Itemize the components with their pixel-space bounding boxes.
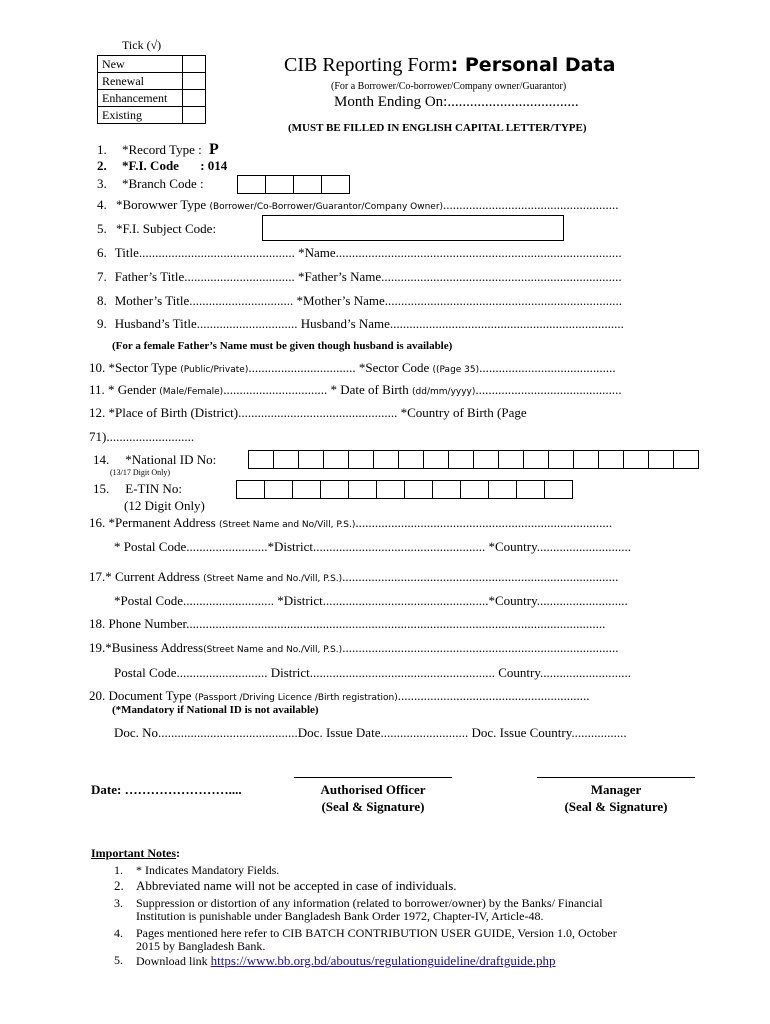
birthplace-row-cont: 71)........................... <box>89 429 195 444</box>
sector-row: 10. *Sector Type (Public/Private)................................. *Sector Code ((Page 35).......................................... <box>89 360 616 375</box>
branch-code-row <box>97 176 204 192</box>
note-3: 3. Suppression or distortion of any information (related to borrower/owner) by the Banks/ Financial <box>114 896 603 910</box>
form-subtitle: (For a Borrower/Co-borrower/Company owner/Guarantor) <box>331 81 567 92</box>
record-type-row <box>97 141 219 159</box>
officer-sub: (Seal & Signature) <box>321 799 425 814</box>
nid-hint: (13/17 Digit Only) <box>110 468 170 477</box>
manager-signature-line <box>537 777 695 778</box>
current-postal-row: *Postal Code............................ *District...................................................*Country............................ <box>114 593 628 608</box>
tick-box-existing[interactable] <box>183 107 206 124</box>
tick-box-enhancement[interactable] <box>183 90 206 107</box>
document-mandatory-note: (*Mandatory if National ID is not available) <box>112 704 319 716</box>
tick-title: Tick (√) <box>122 38 162 52</box>
borrower-type-num: 4. <box>97 197 107 212</box>
download-link[interactable]: https://www.bb.org.bd/aboutus/regulationguideline/draftguide.php <box>210 953 556 968</box>
husband-row: 9. Husband’s Title............................... Husband’s Name........................................................................ <box>97 316 624 331</box>
fi-code-label: *F.I. Code <box>122 158 179 173</box>
record-type-label: *Record Type : <box>122 142 202 157</box>
mother-row: 8. Mother’s Title................................ *Mother’s Name......................................................................... <box>97 293 622 308</box>
form-title-bold: : Personal Data <box>450 54 616 76</box>
gender-row: 11. * Gender (Male/Female)................................ * Date of Birth (dd/mm/yyyy)............................................. <box>89 382 622 397</box>
borrower-type-hint: (Borrower/Co-Borrower/Guarantor/Company Owner) <box>209 202 444 212</box>
nid-row: 14. *National ID No: <box>93 452 217 467</box>
month-ending: Month Ending On:................................... <box>334 94 579 110</box>
branch-code-num: 3. <box>97 176 107 191</box>
borrower-type-row <box>97 197 619 213</box>
subject-code-label: *F.I. Subject Code: <box>116 221 217 236</box>
note-2: 2. Abbreviated name will not be accepted in case of individuals. <box>114 878 457 893</box>
etin-row: 15. E-TIN No: <box>93 481 182 496</box>
etin-hint: (12 Digit Only) <box>124 498 205 513</box>
subject-code-num: 5. <box>97 221 107 236</box>
fi-code-value: : 014 <box>200 158 228 173</box>
subject-code-row <box>97 221 216 237</box>
document-number-row: Doc. No...........................................Doc. Issue Date........................... Doc. Issue Country................. <box>114 725 627 740</box>
note-5: 5. Download link https://www.bb.org.bd/aboutus/regulationguideline/draftguide.php <box>114 953 556 968</box>
birthplace-row: 12. *Place of Birth (District)................................................. *Country of Birth (Page <box>89 405 527 420</box>
tick-label-new: New <box>98 56 183 73</box>
record-type-num: 1. <box>97 142 107 157</box>
fi-code-num: 2. <box>97 158 107 173</box>
notes-title: Important Notes: <box>91 846 180 860</box>
form-title <box>284 54 615 77</box>
date-label: Date: …………………….... <box>91 782 242 797</box>
tick-label-existing: Existing <box>98 107 183 124</box>
subject-code-box[interactable] <box>262 215 564 241</box>
permanent-postal-row: * Postal Code.........................*District..................................................... *Country............................. <box>114 539 631 554</box>
record-type-value: P <box>208 141 219 158</box>
note-4: 4. Pages mentioned here refer to CIB BATCH CONTRIBUTION USER GUIDE, Version 1.0, October <box>114 926 617 940</box>
borrower-type-label: *Borowwer Type <box>116 197 207 212</box>
tick-label-enhancement: Enhancement <box>98 90 183 107</box>
tick-box-new[interactable] <box>183 56 206 73</box>
name-row: 6. Title................................................ *Name........................................................................................ <box>97 245 622 260</box>
document-type-row: 20. Document Type (Passport /Driving Licence /Birth registration)........................................................... <box>89 688 590 703</box>
etin-boxes[interactable] <box>237 480 573 499</box>
business-address-row: 19.*Business Address(Street Name and No./Vill, P.S.)..................................................................................... <box>89 640 619 655</box>
manager-title: Manager <box>590 782 642 797</box>
form-title-regular: CIB Reporting Form <box>284 54 451 76</box>
application-type-table <box>97 55 206 124</box>
note-3-cont: Institution is punishable under Bangladesh Bank Order 1972, Chapter-IV, Article-48. <box>136 909 544 923</box>
manager-sub: (Seal & Signature) <box>564 799 668 814</box>
nid-boxes[interactable] <box>249 450 699 469</box>
branch-code-boxes[interactable] <box>238 175 350 194</box>
phone-row: 18. Phone Number................................................................................................................................. <box>89 616 606 631</box>
officer-title: Authorised Officer <box>320 782 426 797</box>
female-note: (For a female Father’s Name must be given though husband is available) <box>112 340 453 352</box>
fi-code-row <box>97 158 227 174</box>
current-address-row: 17.* Current Address (Street Name and No./Vill, P.S.)..................................................................................... <box>89 569 619 584</box>
business-postal-row: Postal Code............................ District......................................................... Country............................ <box>114 665 631 680</box>
officer-signature-line <box>294 777 452 778</box>
permanent-address-row: 16. *Permanent Address (Street Name and No/Vill, P.S.)............................................................................... <box>89 515 613 530</box>
tick-box-renewal[interactable] <box>183 73 206 90</box>
father-row: 7. Father’s Title.................................. *Father’s Name.......................................................................... <box>97 269 622 284</box>
branch-code-label: *Branch Code : <box>122 176 204 191</box>
tick-label-renewal: Renewal <box>98 73 183 90</box>
note-4-cont: 2015 by Bangladesh Bank. <box>136 939 266 953</box>
must-fill-note: (MUST BE FILLED IN ENGLISH CAPITAL LETTER/TYPE) <box>288 122 587 134</box>
note-1: 1. * Indicates Mandatory Fields. <box>114 863 280 877</box>
borrower-type-dots: ...................................................... <box>443 197 619 212</box>
